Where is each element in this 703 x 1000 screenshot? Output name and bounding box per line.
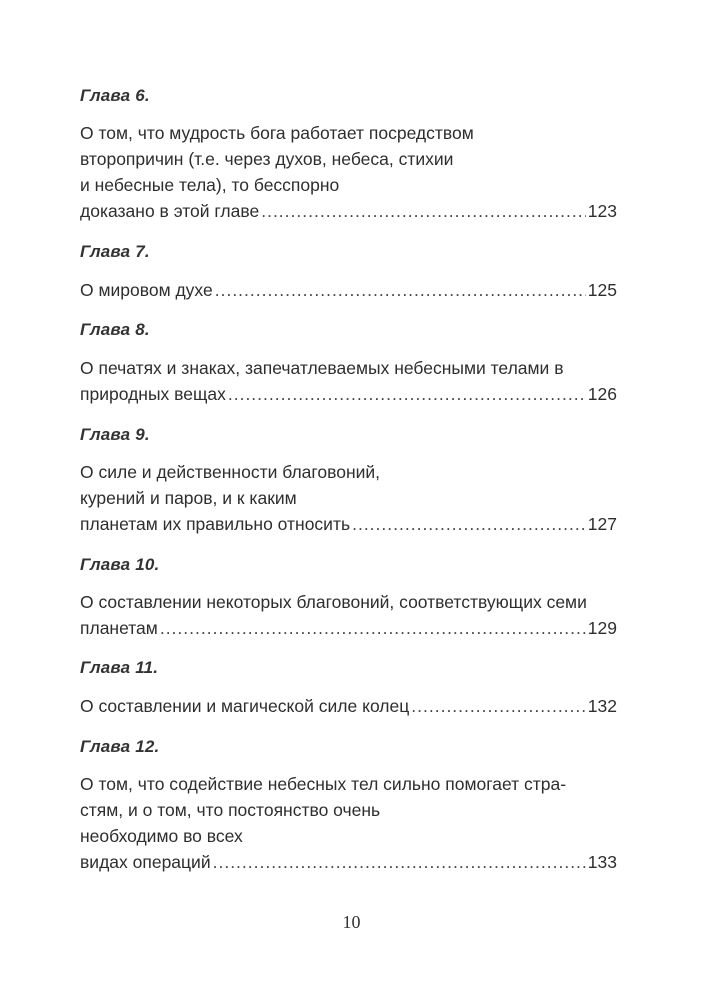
entry-line: О силе и действенности благовоний, bbox=[80, 462, 381, 482]
leader-dots bbox=[411, 693, 586, 719]
entry-last-line bbox=[80, 511, 617, 537]
entry-text: видах операций bbox=[80, 852, 211, 872]
entry-line: О составлении некоторых благовоний, соответствующих семи bbox=[80, 592, 587, 612]
leader-dots bbox=[228, 381, 586, 407]
entry-line: курений и паров, и к каким bbox=[80, 488, 297, 508]
page-reference: 126 bbox=[587, 384, 617, 404]
chapter-8-entry bbox=[80, 355, 617, 407]
leader-dots bbox=[213, 849, 586, 875]
entry-last-line bbox=[80, 381, 617, 407]
entry-text: О мировом духе bbox=[80, 280, 213, 300]
chapter-9-heading: Глава 9. bbox=[80, 425, 150, 444]
leader-dots bbox=[261, 198, 586, 224]
chapter-8-heading: Глава 8. bbox=[80, 320, 150, 339]
chapter-10-entry bbox=[80, 589, 617, 641]
leader-dots bbox=[160, 615, 586, 641]
toc-page bbox=[80, 0, 617, 1000]
entry-line: второпричин (т.е. через духов, небеса, стихии bbox=[80, 149, 454, 169]
entry-text: О составлении и магической силе колец bbox=[80, 696, 410, 716]
entry-line: необходимо во всех bbox=[80, 826, 243, 846]
page-reference: 125 bbox=[587, 280, 617, 300]
chapter-12-entry bbox=[80, 771, 617, 875]
chapter-7-heading: Глава 7. bbox=[80, 242, 150, 261]
entry-last-line bbox=[80, 849, 617, 875]
entry-line: О том, что содействие небесных тел сильно помогает стра- bbox=[80, 774, 567, 794]
leader-dots bbox=[352, 511, 586, 537]
page-reference: 129 bbox=[587, 618, 617, 638]
page-reference: 123 bbox=[587, 201, 617, 221]
entry-last-line bbox=[80, 615, 617, 641]
page-reference: 133 bbox=[587, 852, 617, 872]
entry-text: природных вещах bbox=[80, 384, 226, 404]
page-reference: 127 bbox=[587, 514, 617, 534]
page-number: 10 bbox=[342, 912, 361, 932]
entry-line: О печатях и знаках, запечатлеваемых небесными телами в bbox=[80, 358, 564, 378]
chapter-9-entry bbox=[80, 459, 617, 537]
entry-last-line bbox=[80, 277, 617, 303]
chapter-11-entry bbox=[80, 693, 617, 719]
chapter-6-entry bbox=[80, 120, 617, 224]
chapter-12-heading: Глава 12. bbox=[80, 737, 160, 756]
chapter-10-heading: Глава 10. bbox=[80, 555, 160, 574]
entry-last-line bbox=[80, 198, 617, 224]
entry-line: О том, что мудрость бога работает посредством bbox=[80, 123, 474, 143]
entry-text: доказано в этой главе bbox=[80, 201, 260, 221]
chapter-7-entry bbox=[80, 277, 617, 303]
entry-line: и небесные тела), то бесспорно bbox=[80, 175, 340, 195]
chapter-6-heading: Глава 6. bbox=[80, 86, 150, 105]
chapter-11-heading: Глава 11. bbox=[80, 658, 159, 677]
page-reference: 132 bbox=[587, 696, 617, 716]
entry-text: планетам их правильно относить bbox=[80, 514, 351, 534]
entry-last-line bbox=[80, 693, 617, 719]
entry-text: планетам bbox=[80, 618, 158, 638]
leader-dots bbox=[215, 277, 586, 303]
entry-line: стям, и о том, что постоянство очень bbox=[80, 800, 381, 820]
